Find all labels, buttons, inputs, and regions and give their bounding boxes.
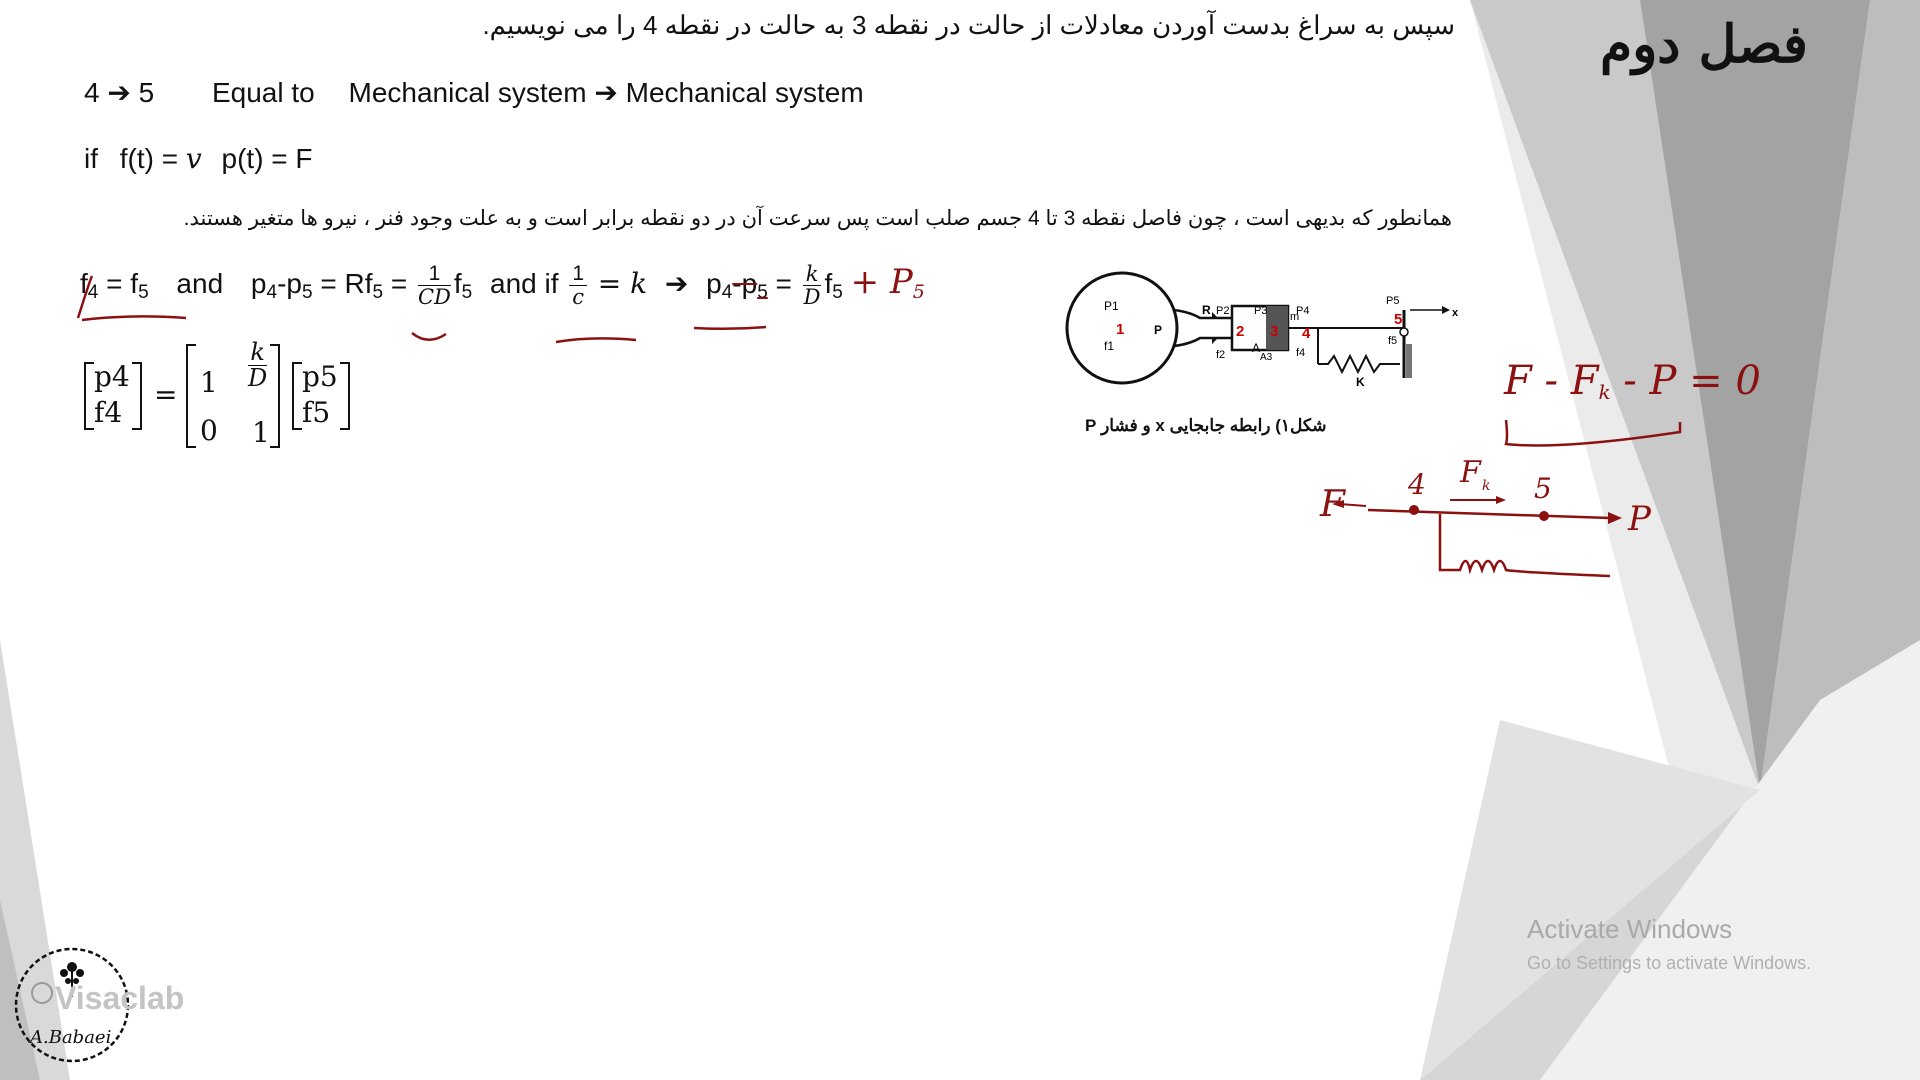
fraction-one-over-cd: $\frac{1}{CD}$ xyxy=(417,262,451,310)
visaclab-text: Visaclab xyxy=(55,980,185,1016)
label-x: x xyxy=(1452,307,1459,319)
label-f2: f2 xyxy=(1216,349,1226,361)
label-f5: f5 xyxy=(1388,335,1398,347)
label-1: 1 xyxy=(1116,321,1125,338)
fraction-k-over-d: $\frac{k}{D}$ xyxy=(803,262,821,310)
sketch-f-label: F xyxy=(1320,484,1345,525)
chapter-label: فصل دوم xyxy=(1600,14,1808,75)
handwritten-plus-p5: + $P_5$ xyxy=(850,262,925,303)
matrix-rhs-p5: p5 xyxy=(302,360,338,393)
matrix-rhs-f5: f5 xyxy=(302,396,331,429)
sketch-5-label: 5 xyxy=(1534,472,1552,505)
rf5-term: = $Rf_5$ xyxy=(312,268,384,303)
sketch-fk-label: F xyxy=(1460,455,1481,490)
label-3: 3 xyxy=(1270,323,1279,340)
f-expression: f(t) = xyxy=(119,143,186,174)
label-f4: f4 xyxy=(1296,347,1306,359)
handwritten-force-balance: $F - F_k - P = 0$ xyxy=(1504,358,1761,404)
label-p: P xyxy=(1154,323,1163,337)
label-k: K xyxy=(1356,375,1365,389)
f5-term: $f_5$ xyxy=(453,268,473,303)
label-4: 4 xyxy=(1302,325,1311,342)
f4-symbol: $f_4$ xyxy=(80,268,99,303)
from-node: 4 xyxy=(84,77,100,108)
p-expression: p(t) = F xyxy=(221,143,313,174)
equals-k: = k xyxy=(597,267,648,300)
sketch-fk-sub: k xyxy=(1482,478,1491,494)
matrix-lhs-f4: f4 xyxy=(94,396,123,429)
label-a: A xyxy=(1252,341,1261,355)
sketch-4-label: 4 xyxy=(1408,468,1426,501)
and-word: and xyxy=(176,268,224,299)
equals-f5: = $f_5$ xyxy=(98,268,149,303)
label-f1: f1 xyxy=(1104,339,1115,353)
equals-sign: = xyxy=(767,268,800,299)
f5-term: $f_5$ xyxy=(824,268,843,303)
bracket-right xyxy=(132,362,142,430)
signature-text: A.Babaei xyxy=(30,1027,112,1048)
label-m: m xyxy=(1290,311,1300,323)
matrix-equals: = xyxy=(154,378,178,411)
mechanical-system-diagram xyxy=(1060,260,1460,410)
matrix-lhs-p4: p4 xyxy=(94,360,130,393)
persian-title: سپس به سراغ بدست آوردن معادلات از حالت در نقطه 3 به حالت در نقطه 4 را می نویسیم. xyxy=(482,10,1455,40)
matrix-m22: 1 xyxy=(252,416,270,449)
label-p2: P2 xyxy=(1216,305,1230,317)
diagram-caption: شکل۱) رابطه جابجایی x و فشار P xyxy=(1085,416,1327,435)
right-arrow-icon: ➔ xyxy=(594,77,618,108)
equals-sign: = xyxy=(383,268,415,299)
if-keyword: if xyxy=(84,143,98,174)
fraction-one-over-c: $\frac{1}{c}$ xyxy=(569,263,587,308)
persian-note: همانطور که بدیهی است ، چون فاصل نقطه 3 تا 4 جسم صلب است پس سرعت آن در دو نقطه برابر است و به علت وجود فنر ، نیرو ها متغیر هستند. xyxy=(183,207,1452,230)
label-p5: P5 xyxy=(1386,295,1400,307)
label-r: R xyxy=(1202,303,1211,317)
bracket-left xyxy=(186,344,196,448)
bracket-left xyxy=(84,362,94,430)
p4-minus-p5: $p_4-p_5$ xyxy=(250,268,313,303)
right-arrow-icon: ➔ xyxy=(664,268,689,299)
matrix-m11: 1 xyxy=(200,366,218,399)
label-2: 2 xyxy=(1236,323,1245,340)
matrix-m21: 0 xyxy=(200,414,218,447)
bracket-right xyxy=(340,362,350,430)
bracket-left xyxy=(292,362,302,430)
activate-windows-title: Activate Windows xyxy=(1527,914,1733,944)
sketch-p-label: P xyxy=(1628,499,1651,539)
to-node: 5 xyxy=(138,77,155,108)
label-p1: P1 xyxy=(1104,299,1119,313)
activate-windows-subtitle: Go to Settings to activate Windows. xyxy=(1527,953,1812,973)
label-a3: A3 xyxy=(1260,352,1273,363)
label-p4: P4 xyxy=(1296,305,1310,317)
system-to: Mechanical system xyxy=(625,77,864,108)
system-from: Mechanical system xyxy=(348,77,587,108)
label-p3: P3 xyxy=(1254,305,1268,317)
matrix-m12: k D xyxy=(248,338,268,393)
bracket-right xyxy=(270,344,280,448)
handwritten-sketch xyxy=(1310,420,1690,590)
and-if-word: and if xyxy=(490,268,559,299)
equal-to-label: Equal to xyxy=(211,77,315,108)
label-5: 5 xyxy=(1394,311,1403,328)
matrix-equation xyxy=(84,340,364,450)
p4-struck-term: $p_4-p_5$ xyxy=(706,268,768,303)
velocity-symbol: v xyxy=(185,142,202,175)
right-arrow-icon: ➔ xyxy=(107,77,131,108)
